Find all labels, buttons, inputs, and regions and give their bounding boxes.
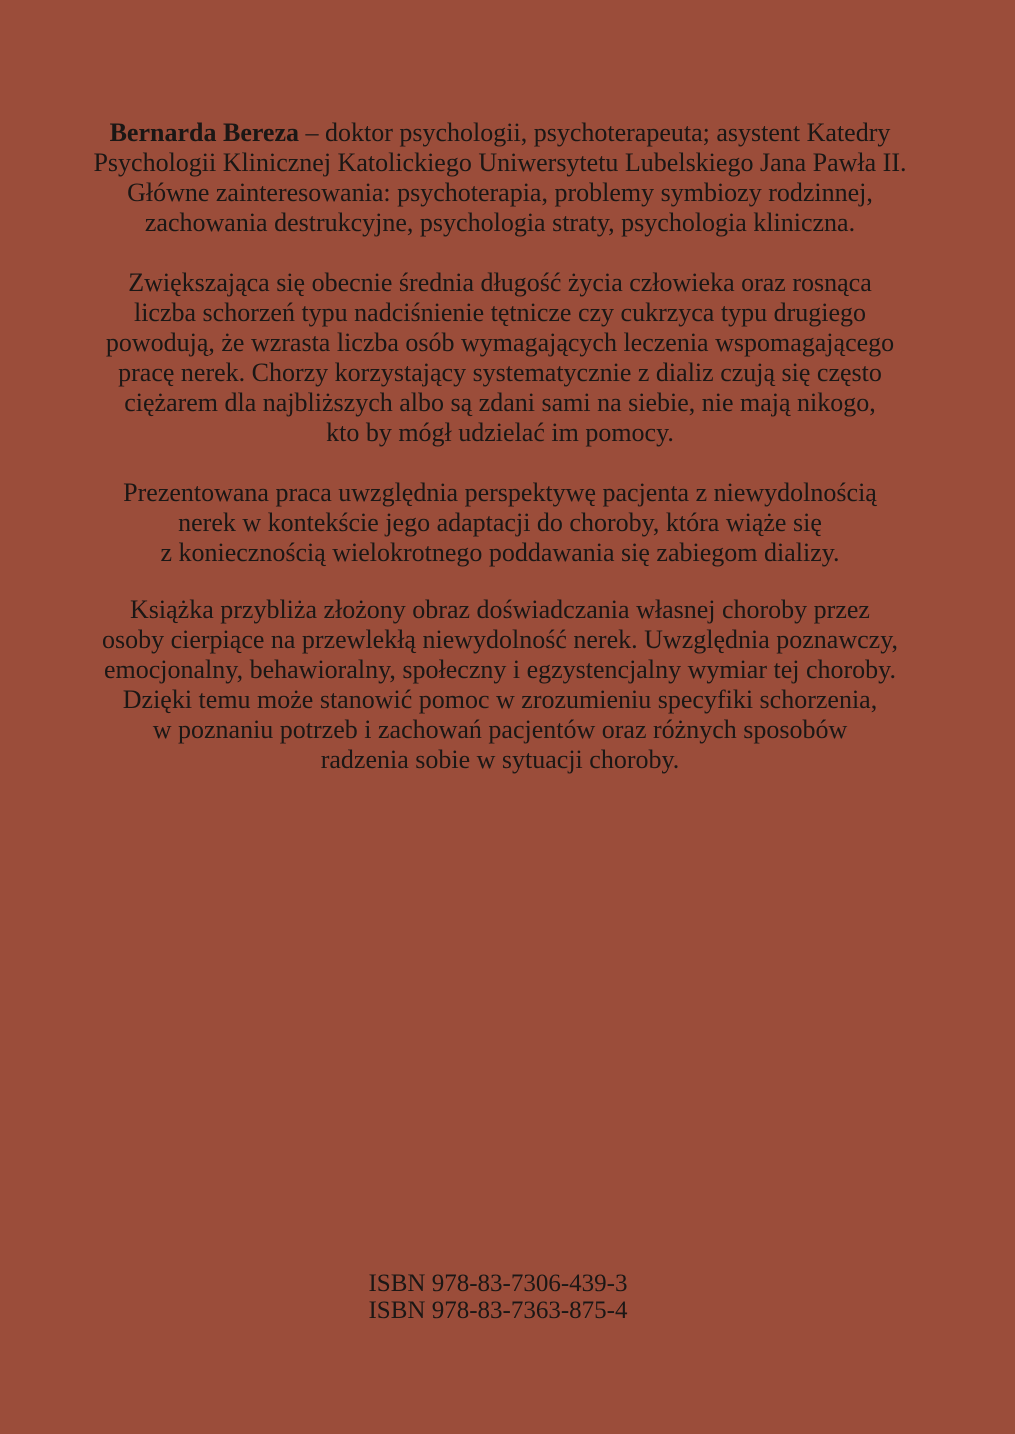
description-paragraph	[40, 478, 960, 568]
description-line: Książka przybliża złożony obraz doświadczania własnej choroby przez	[130, 595, 870, 624]
description-line: Zwiększająca się obecnie średnia długość życia człowieka oraz rosnąca	[128, 268, 872, 297]
description-line: ciężarem dla najbliższych albo są zdani sami na siebie, nie mają nikogo,	[124, 388, 876, 417]
isbn-block	[38, 1270, 958, 1324]
isbn-line: ISBN 978-83-7306-439-3	[368, 1270, 628, 1297]
author-bio-line: Główne zainteresowania: psychoterapia, problemy symbiozy rodzinnej,	[127, 178, 873, 207]
author-name: Bernarda Bereza	[109, 118, 300, 147]
author-bio-line: zachowania destrukcyjne, psychologia straty, psychologia kliniczna.	[144, 208, 856, 237]
description-line: w poznaniu potrzeb i zachowań pacjentów oraz różnych sposobów	[152, 715, 848, 744]
description-line: emocjonalny, behawioralny, społeczny i egzystencjalny wymiar tej choroby.	[103, 655, 896, 684]
description-line: radzenia sobie w sytuacji choroby.	[320, 745, 680, 774]
description-line: nerek w kontekście jego adaptacji do choroby, która wiąże się	[178, 508, 822, 537]
description-paragraph	[40, 268, 960, 448]
description-line: osoby cierpiące na przewlekłą niewydolność nerek. Uwzględnia poznawczy,	[101, 625, 899, 654]
isbn-line: ISBN 978-83-7363-875-4	[368, 1297, 628, 1324]
author-bio-line: Psychologii Klinicznej Katolickiego Uniwersytetu Lubelskiego Jana Pawła II.	[93, 148, 907, 177]
author-bio-first-line-text: – doktor psychologii, psychoterapeuta; asystent Katedry	[299, 118, 891, 147]
description-line: kto by mógł udzielać im pomocy.	[326, 418, 674, 447]
description-line: Dzięki temu może stanowić pomoc w zrozumieniu specyfiki schorzenia,	[122, 685, 878, 714]
description-line: liczba schorzeń typu nadciśnienie tętnicze czy cukrzyca typu drugiego	[133, 298, 866, 327]
description-line: pracę nerek. Chorzy korzystający systematycznie z dializ czują się często	[118, 358, 882, 387]
description-line: powodują, że wzrasta liczba osób wymagających leczenia wspomagającego	[105, 328, 895, 357]
author-bio	[40, 118, 960, 238]
author-bio-line	[40, 118, 960, 148]
description-line: Prezentowana praca uwzględnia perspektywę pacjenta z niewydolnością	[123, 478, 877, 507]
description-paragraph	[40, 595, 960, 775]
description-line: z koniecznością wielokrotnego poddawania się zabiegom dializy.	[160, 538, 840, 567]
